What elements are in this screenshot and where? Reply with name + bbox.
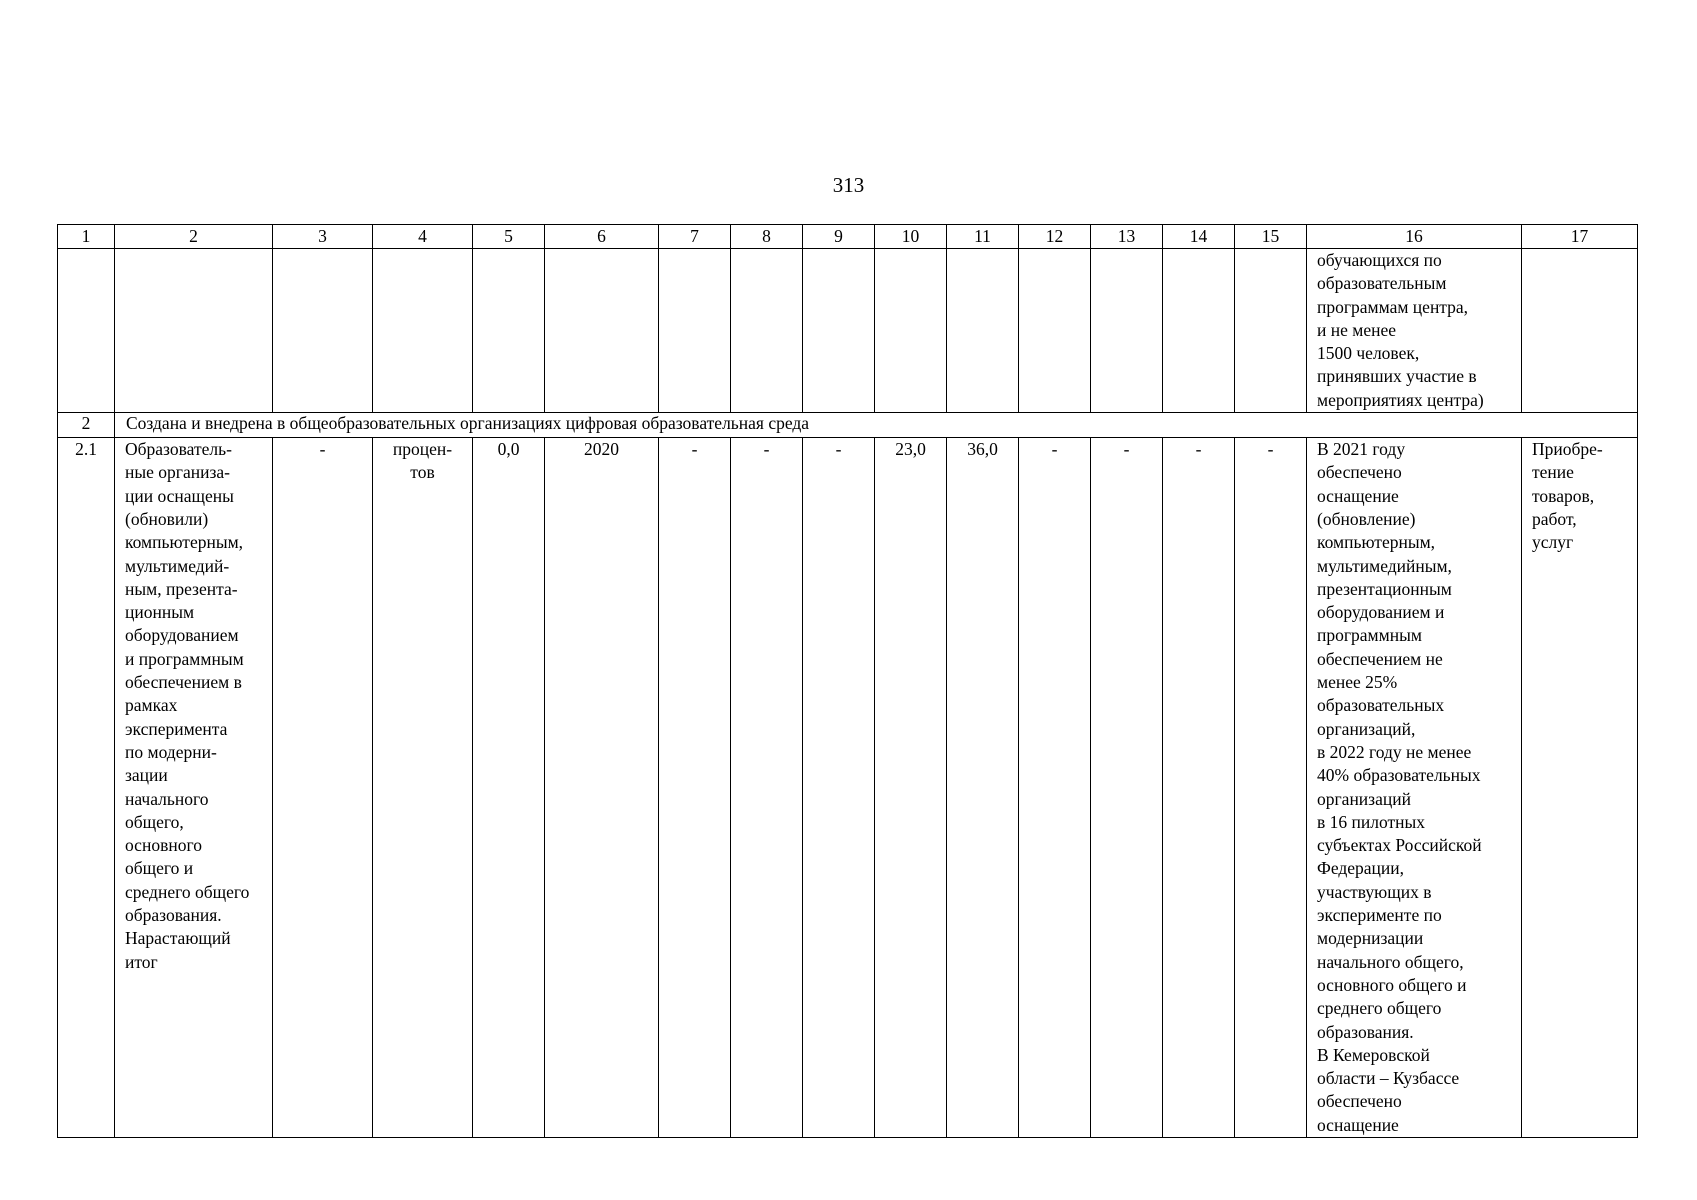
table-cell — [947, 249, 1019, 413]
table-cell: - — [1163, 438, 1235, 1138]
section-row — [58, 413, 1638, 438]
table-cell: - — [803, 438, 875, 1138]
table-cell: - — [273, 438, 373, 1138]
column-header: 1 — [58, 225, 115, 249]
table-cell — [803, 249, 875, 413]
table-cell: - — [1019, 438, 1091, 1138]
continuation-result-text: обучающихся по образовательным программам центра, и не менее 1500 человек, принявших участие в мероприятиях центра) — [1307, 249, 1522, 413]
table-cell — [1235, 249, 1307, 413]
result-type: Приобре- тение товаров, работ, услуг — [1522, 438, 1638, 1138]
column-header: 9 — [803, 225, 875, 249]
table-cell — [1091, 249, 1163, 413]
document-table — [57, 224, 1638, 1138]
table-cell — [659, 249, 731, 413]
table-cell — [273, 249, 373, 413]
column-header: 11 — [947, 225, 1019, 249]
table-row — [58, 438, 1638, 1138]
column-header: 4 — [373, 225, 473, 249]
table-cell: - — [659, 438, 731, 1138]
table-cell — [875, 249, 947, 413]
table-cell — [731, 249, 803, 413]
continuation-row — [58, 249, 1638, 413]
column-header: 12 — [1019, 225, 1091, 249]
table-cell: - — [731, 438, 803, 1138]
column-header: 17 — [1522, 225, 1638, 249]
table-cell: - — [1235, 438, 1307, 1138]
column-header: 2 — [115, 225, 273, 249]
column-header: 3 — [273, 225, 373, 249]
unit-of-measure: процен- тов — [373, 438, 473, 1138]
column-header: 15 — [1235, 225, 1307, 249]
column-header: 7 — [659, 225, 731, 249]
table-cell — [545, 249, 659, 413]
table-cell — [1163, 249, 1235, 413]
table-cell — [1522, 249, 1638, 413]
row-number: 2.1 — [58, 438, 115, 1138]
section-title: Создана и внедрена в общеобразовательных организациях цифровая образовательная среда — [115, 413, 1638, 438]
page-number: 313 — [832, 173, 865, 197]
column-header: 16 — [1307, 225, 1522, 249]
base-year: 2020 — [545, 438, 659, 1138]
column-header: 5 — [473, 225, 545, 249]
table-cell — [473, 249, 545, 413]
column-header: 6 — [545, 225, 659, 249]
column-header: 13 — [1091, 225, 1163, 249]
table-cell — [1019, 249, 1091, 413]
table-cell — [373, 249, 473, 413]
section-number: 2 — [58, 413, 115, 438]
result-description: В 2021 году обеспечено оснащение (обновление) компьютерным, мультимедийным, презентационным оборудованием и программным обеспечением не менее 25% образовательных организаций, в 2022 году не менее 40% образовательных организаций в 16 пилотных субъектах Российской Федерации, участвующих в эксперименте по модернизации начального общего, основного общего и среднего общего образования. В Кемеровской области – Кузбассе обеспечено оснащение — [1307, 438, 1522, 1138]
table-cell — [115, 249, 273, 413]
column-header: 8 — [731, 225, 803, 249]
indicator-name: Образователь- ные организа- ции оснащены (обновили) компьютерным, мультимедий- ным, презента- ционным оборудованием и программным обеспечением в рамках эксперимента по модерни- зации начального общего, основного общего и среднего общего образования. Нарастающий итог — [115, 438, 273, 1138]
base-value: 0,0 — [473, 438, 545, 1138]
column-number-header-row — [58, 225, 1638, 249]
value-2022: 36,0 — [947, 438, 1019, 1138]
column-header: 10 — [875, 225, 947, 249]
table-cell: - — [1091, 438, 1163, 1138]
table-cell — [58, 249, 115, 413]
column-header: 14 — [1163, 225, 1235, 249]
value-2021: 23,0 — [875, 438, 947, 1138]
